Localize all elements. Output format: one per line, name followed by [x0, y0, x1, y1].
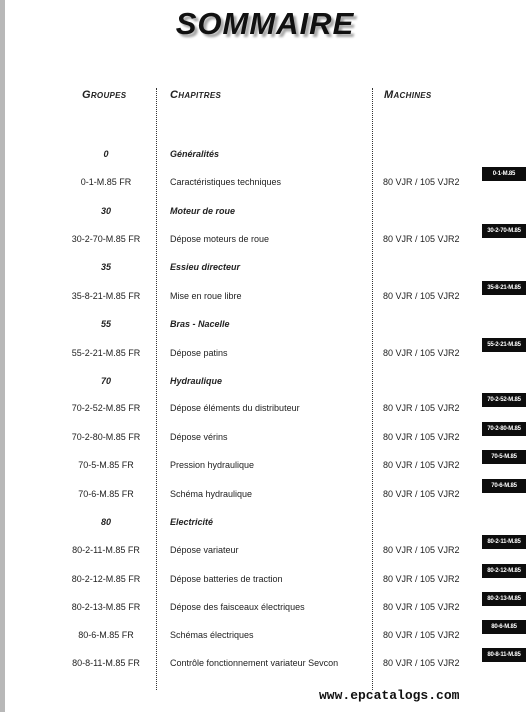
- chapter-title: Schémas électriques: [170, 630, 254, 640]
- machines-cell: 80 VJR / 105 VJR2: [383, 630, 460, 640]
- machines-cell: 80 VJR / 105 VJR2: [383, 489, 460, 499]
- table-row: [0, 454, 530, 473]
- group-number: 30: [100, 206, 111, 216]
- table-row: [0, 342, 530, 361]
- table-row: [0, 228, 530, 247]
- group-code: 80-2-11-M.85 FR: [72, 545, 140, 555]
- group-number: 70: [100, 376, 111, 386]
- header-chapitres: Chapitres: [170, 89, 222, 101]
- section-title: Généralités: [170, 149, 220, 159]
- table-row: [0, 624, 530, 643]
- table-row: [0, 539, 530, 558]
- group-number: 0: [103, 149, 109, 159]
- footer-website: www.epcatalogs.com: [319, 688, 460, 703]
- group-code: 70-5-M.85 FR: [78, 460, 134, 470]
- section-row: [0, 259, 530, 275]
- section-tab-label: 80-2-13-M.85: [482, 592, 526, 606]
- header-machines: Machines: [384, 89, 432, 101]
- chapter-title: Contrôle fonctionnement variateur Sevcon: [170, 658, 339, 668]
- section-tab-label: 70-5-M.85: [482, 450, 526, 464]
- section-tab-label: 30-2-70-M.85: [482, 224, 526, 238]
- header-groupes: Groupes: [82, 89, 127, 101]
- section-tab-label: 70-2-80-M.85: [482, 422, 526, 436]
- machines-cell: 80 VJR / 105 VJR2: [383, 545, 460, 555]
- section-title: Essieu directeur: [170, 262, 241, 272]
- group-code: 0-1-M.85 FR: [80, 177, 132, 187]
- section-row: [0, 316, 530, 332]
- section-tab-label: 70-2-52-M.85: [482, 393, 526, 407]
- group-code: 80-8-11-M.85 FR: [72, 658, 140, 668]
- chapter-title: Dépose moteurs de roue: [170, 234, 270, 244]
- chapter-title: Dépose patins: [170, 348, 228, 358]
- table-row: [0, 568, 530, 587]
- section-tab-label: 80-6-M.85: [482, 620, 526, 634]
- page-title: SOMMAIRE: [175, 6, 355, 41]
- machines-cell: 80 VJR / 105 VJR2: [383, 403, 460, 413]
- table-row: [0, 596, 530, 615]
- group-code: 70-2-52-M.85 FR: [71, 403, 141, 413]
- section-row: [0, 146, 530, 162]
- section-row: [0, 514, 530, 530]
- chapter-title: Dépose des faisceaux électriques: [170, 602, 305, 612]
- machines-cell: 80 VJR / 105 VJR2: [383, 460, 460, 470]
- group-code: 35-8-21-M.85 FR: [71, 291, 141, 301]
- section-tab-label: 80-2-12-M.85: [482, 564, 526, 578]
- section-row: [0, 373, 530, 389]
- machines-cell: 80 VJR / 105 VJR2: [383, 291, 460, 301]
- section-row: [0, 203, 530, 219]
- chapter-title: Dépose batteries de traction: [170, 574, 283, 584]
- group-code: 80-2-13-M.85 FR: [71, 602, 141, 612]
- section-tab-label: 70-6-M.85: [482, 479, 526, 493]
- machines-cell: 80 VJR / 105 VJR2: [383, 432, 460, 442]
- section-title: Hydraulique: [170, 376, 223, 386]
- table-row: [0, 426, 530, 445]
- group-number: 55: [100, 319, 111, 329]
- group-number: 80: [100, 517, 111, 527]
- section-tab-label: 80-2-11-M.85: [482, 535, 526, 549]
- group-code: 80-2-12-M.85 FR: [71, 574, 141, 584]
- machines-cell: 80 VJR / 105 VJR2: [383, 574, 460, 584]
- chapter-title: Dépose éléments du distributeur: [170, 403, 300, 413]
- chapter-title: Dépose variateur: [170, 545, 239, 555]
- machines-cell: 80 VJR / 105 VJR2: [383, 177, 460, 187]
- table-row: [0, 652, 530, 671]
- section-tab-label: 0-1-M.85: [482, 167, 526, 181]
- group-code: 55-2-21-M.85 FR: [71, 348, 141, 358]
- group-code: 30-2-70-M.85 FR: [71, 234, 141, 244]
- section-title: Bras - Nacelle: [170, 319, 230, 329]
- chapter-title: Caractéristiques techniques: [170, 177, 282, 187]
- machines-cell: 80 VJR / 105 VJR2: [383, 658, 460, 668]
- chapter-title: Schéma hydraulique: [170, 489, 253, 499]
- group-code: 80-6-M.85 FR: [78, 630, 134, 640]
- table-row: [0, 285, 530, 304]
- machines-cell: 80 VJR / 105 VJR2: [383, 234, 460, 244]
- table-row: [0, 171, 530, 190]
- machines-cell: 80 VJR / 105 VJR2: [383, 602, 460, 612]
- table-row: [0, 483, 530, 502]
- chapter-title: Pression hydraulique: [170, 460, 255, 470]
- section-tab-label: 80-8-11-M.85: [482, 648, 526, 662]
- machines-cell: 80 VJR / 105 VJR2: [383, 348, 460, 358]
- group-code: 70-2-80-M.85 FR: [71, 432, 141, 442]
- table-row: [0, 397, 530, 416]
- section-tab-label: 35-8-21-M.85: [482, 281, 526, 295]
- group-number: 35: [100, 262, 111, 272]
- section-title: Moteur de roue: [170, 206, 236, 216]
- chapter-title: Dépose vérins: [170, 432, 228, 442]
- section-tab-label: 55-2-21-M.85: [482, 338, 526, 352]
- chapter-title: Mise en roue libre: [170, 291, 242, 301]
- group-code: 70-6-M.85 FR: [78, 489, 134, 499]
- section-title: Electricité: [170, 517, 214, 527]
